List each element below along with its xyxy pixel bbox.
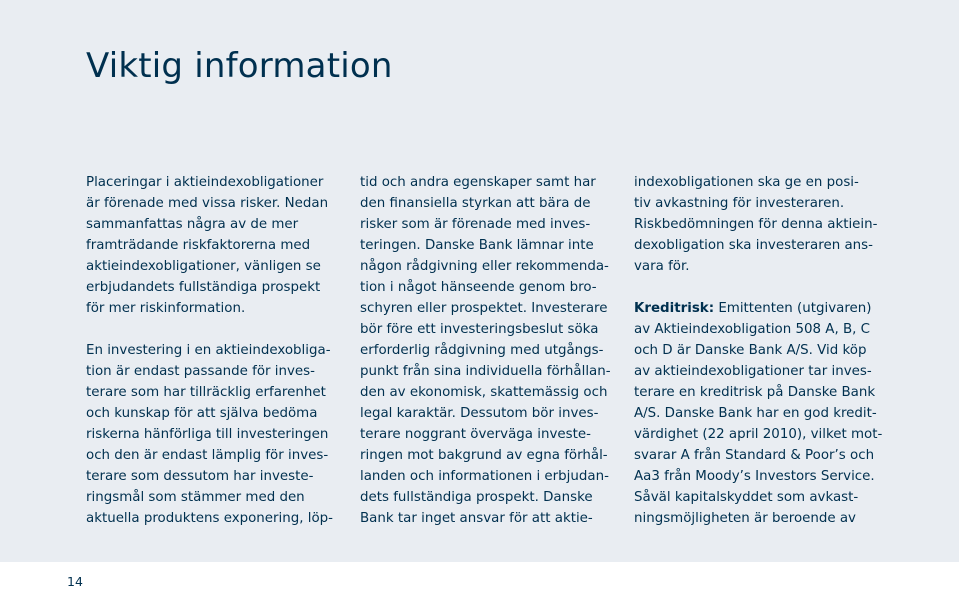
suitability-paragraph: En investering i en aktieindexobliga- tion är endast passande för inves- terare som har tillräcklig erfarenhet och kunskap för att själva bedöma riskerna hänförliga till investeringen och den är endast lämplig för inves- terare som dessutom har investe- ringsmål som stämmer med den aktuella produktens exponering, löp- <box>86 343 334 526</box>
credit-risk-label: Kreditrisk: <box>634 301 715 316</box>
text-column-3 <box>634 172 900 529</box>
page-number: 14 <box>67 574 83 589</box>
text-column-2 <box>360 172 626 529</box>
page-title: Viktig information <box>86 46 393 86</box>
credit-risk-text: Emittenten (utgivaren) av Aktieindexobligation 508 A, B, C och D är Danske Bank A/S. Vid köp av aktieindexobligationer tar inves- terare en kreditrisk på Danske Bank A/S. Danske Bank har en god kredit- värdighet (22 april 2010), vilket mot- svarar A från Standard & Poor’s och Aa3 från Moody’s Investors Service. Såväl kapitalskyddet som avkast- ningsmöjligheten är beroende av <box>634 301 883 526</box>
advice-paragraph: tid och andra egenskaper samt har den finansiella styrkan att bära de risker som är förenade med inves- teringen. Danske Bank lämnar inte någon rådgivning eller rekommenda- tion i något hänseende genom bro- schyren eller prospektet. Investerare bör före ett investeringsbeslut söka erforderlig rådgivning med utgångs- punkt från sina individuella förhållan- den av ekonomisk, skattemässig och legal karaktär. Dessutom bör inves- terare noggrant överväga investe- ringen mot bakgrund av egna förhål- landen och informationen i erbjudan- dets fullständiga prospekt. Danske Bank tar inget ansvar för att aktie- <box>360 175 611 526</box>
intro-paragraph: Placeringar i aktieindexobligationer är förenade med vissa risker. Nedan sammanfattas några av de mer framträdande riskfaktorerna med aktieindexobligationer, vänligen se erbjudandets fullständiga prospekt för mer riskinformation. <box>86 175 329 316</box>
credit-risk-paragraph <box>634 298 900 529</box>
return-paragraph: indexobligationen ska ge en posi- tiv avkastning för investeraren. Riskbedömningen för denna aktiein- dexobligation ska investeraren ans- vara för. <box>634 175 878 274</box>
text-column-1 <box>86 172 352 529</box>
